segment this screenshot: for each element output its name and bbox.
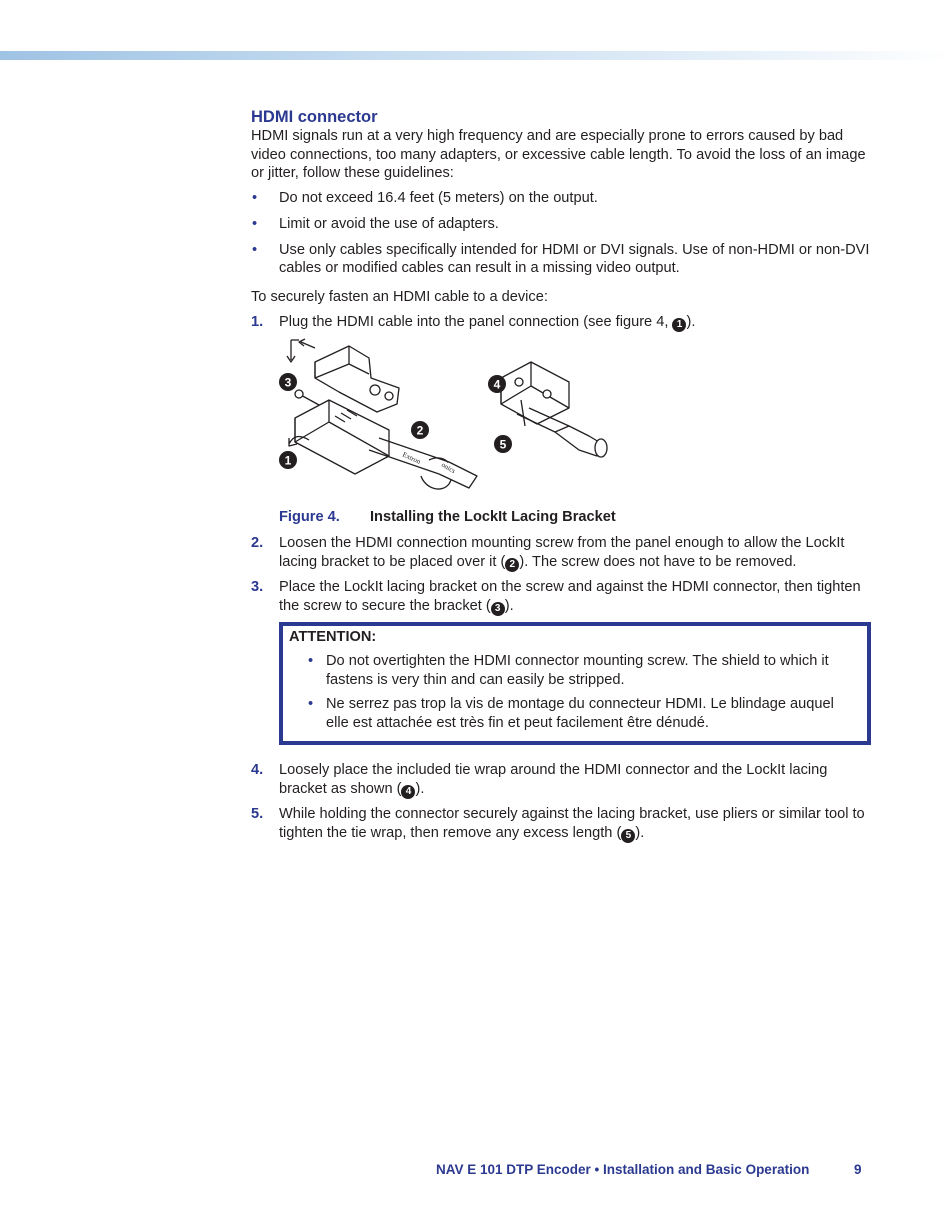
intro-paragraph: HDMI signals run at a very high frequency and are especially prone to errors caused by bad video connections, too many adapters, or excessive cable length. To avoid the loss of an image or jitter, follow these guidelines: (251, 128, 866, 182)
step-1: 1. Plug the HDMI cable into the panel connection (see figure 4, 1 ). (251, 313, 696, 330)
attention-list (289, 652, 859, 732)
callout-2 (411, 421, 429, 439)
lockit-bracket-diagram (279, 338, 619, 496)
page-number: 9 (854, 1162, 862, 1177)
figure-4-illustration (279, 338, 871, 496)
steps-list-final (251, 761, 871, 842)
callout-marker: 4 (401, 785, 415, 799)
steps-lead: To securely fasten an HDMI cable to a device: (251, 288, 548, 305)
bullet-icon: • (252, 215, 258, 232)
header-gradient-bar (0, 51, 950, 60)
svg-text:3: 3 (284, 375, 292, 390)
list-item: • Do not overtighten the HDMI connector mounting screw. The shield to which it fastens is very thin and can easily be stripped. (308, 653, 829, 689)
svg-text:2: 2 (416, 423, 424, 438)
callout-1 (279, 451, 297, 469)
step-number: 3. (251, 579, 264, 596)
bullet-icon: • (252, 190, 258, 207)
svg-text:1: 1 (284, 453, 292, 468)
callout-5 (494, 435, 512, 453)
bullet-icon: • (308, 653, 314, 670)
svg-text:4: 4 (493, 377, 501, 392)
cable-brand-text: Extron (401, 450, 422, 466)
list-item: • Ne serrez pas trop la vis de montage du connecteur HDMI. Le blindage auquel elle est attachée est très fin et peut facilement être dénudé. (308, 695, 834, 731)
step-number: 1. (251, 313, 264, 330)
step-5: 5. While holding the connector securely against the lacing bracket, use pliers or similar tool to tighten the tie wrap, then remove any excess length ( 5 ). (251, 805, 865, 841)
figure-title: Installing the LockIt Lacing Bracket (370, 508, 616, 525)
svg-text:5: 5 (499, 437, 507, 452)
section-title: HDMI connector (251, 108, 378, 126)
bullet-icon: • (308, 695, 314, 712)
callout-marker: 5 (621, 829, 635, 843)
list-item: • Limit or avoid the use of adapters. (252, 215, 499, 232)
step-2: 2. Loosen the HDMI connection mounting screw from the panel enough to allow the LockIt lacing bracket to be placed over it ( 2 ). The screw does not have to be removed. (251, 535, 845, 571)
steps-list-continued (251, 534, 871, 615)
step-3: 3. Place the LockIt lacing bracket on the screw and against the HDMI connector, then tighten the screw to secure the bracket ( 3 ). (251, 579, 861, 614)
down-arrow-icon (287, 340, 295, 362)
bullet-icon: • (252, 241, 258, 258)
callout-marker: 3 (491, 602, 505, 616)
list-item: • Use only cables specifically intended for HDMI or DVI signals. Use of non-HDMI or non-DVI cables or modified cables can result in a missing video output. (252, 241, 870, 277)
footer-title: NAV E 101 DTP Encoder • Installation and Basic Operation (436, 1162, 810, 1177)
steps-list (251, 313, 871, 332)
list-item: • Do not exceed 16.4 feet (5 meters) on the output. (252, 190, 598, 207)
attention-title: ATTENTION: (289, 628, 377, 645)
left-arrow-icon (299, 339, 315, 348)
step-number: 5. (251, 805, 264, 822)
step-4: 4. Loosely place the included tie wrap around the HDMI connector and the LockIt lacing bracket as shown ( 4 ). (251, 762, 828, 797)
callout-marker: 1 (672, 318, 686, 332)
attention-box (279, 622, 871, 746)
callout-3 (279, 373, 297, 391)
figure-number: Figure 4. (279, 508, 340, 525)
guidelines-list (251, 189, 871, 278)
callout-4 (488, 375, 506, 393)
step-number: 4. (251, 762, 264, 779)
page-content (251, 107, 871, 849)
figure-caption (279, 508, 871, 527)
cable-brand-text: onics (440, 460, 457, 475)
callout-marker: 2 (505, 558, 519, 572)
step-number: 2. (251, 535, 264, 552)
